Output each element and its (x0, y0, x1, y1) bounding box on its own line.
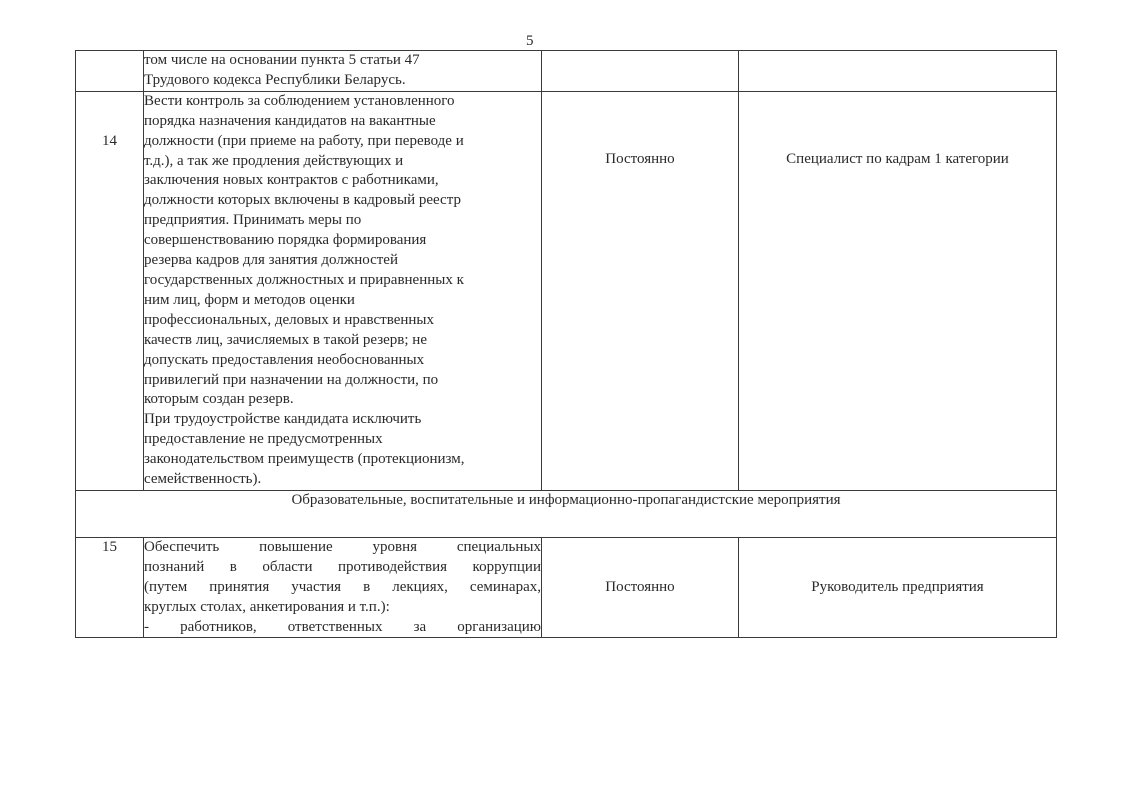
measure-line: порядка назначения кандидатов на вакантные (144, 112, 436, 129)
section-title-cell (76, 490, 1057, 537)
measure-line: Обеспечить повышение уровня специальных (144, 538, 541, 555)
measure-line: качеств лиц, зачисляемых в такой резерв; не (144, 331, 427, 348)
table-row-14 (76, 91, 1057, 490)
measure-line: предоставление не предусмотренных (144, 431, 383, 448)
measure-line: Вести контроль за соблюдением установленного (144, 92, 455, 109)
row-number: 15 (102, 538, 117, 555)
measure-line: профессиональных, деловых и нравственных (144, 311, 435, 328)
term-cell (542, 51, 739, 92)
measure-line: том числе на основании пункта 5 статьи 47 (144, 52, 420, 68)
measure-line: т.д.), а так же продления действующих и (144, 152, 404, 169)
measure-line: должности (при приеме на работу, при переводе и (144, 132, 464, 149)
measure-line: ним лиц, форм и методов оценки (144, 291, 355, 308)
section-title: Образовательные, воспитательные и информационно-пропагандистские мероприятия (291, 491, 841, 508)
row-number-cell (76, 537, 144, 638)
responsible-cell (739, 537, 1057, 638)
measure-cell (144, 537, 542, 638)
responsible-cell (739, 91, 1057, 490)
measure-line: заключения новых контрактов с работниками, (144, 172, 439, 189)
measure-line: круглых столах, анкетирования и т.п.): (144, 598, 390, 615)
row-number-cell (76, 51, 144, 92)
term-text: Постоянно (605, 150, 675, 167)
table-row-section-header (76, 490, 1057, 537)
row-number-cell (76, 91, 144, 490)
measure-line: государственных должностных и приравненных к (144, 271, 464, 288)
row-number: 14 (102, 132, 117, 149)
measure-line: - работников, ответственных за организацию (144, 618, 541, 635)
measure-line: совершенствованию порядка формирования (144, 232, 427, 249)
table-row-continuation (76, 51, 1057, 92)
term-text: Постоянно (605, 578, 675, 595)
measure-line: законодательством преимуществ (протекционизм, (144, 451, 465, 468)
measures-table (75, 50, 1057, 638)
measure-cell (144, 51, 542, 92)
page-number: 5 (526, 33, 534, 49)
term-cell (542, 91, 739, 490)
measure-line: допускать предоставления необоснованных (144, 351, 425, 368)
measure-line: предприятия. Принимать меры по (144, 212, 362, 229)
responsible-text: Специалист по кадрам 1 категории (786, 150, 1009, 167)
measure-cell (144, 91, 542, 490)
responsible-cell (739, 51, 1057, 92)
responsible-text: Руководитель предприятия (811, 578, 984, 595)
measure-line: семейственность). (144, 471, 262, 488)
measure-line: Трудового кодекса Республики Беларусь. (144, 71, 406, 88)
measure-line: которым создан резерв. (144, 391, 294, 408)
measure-line: должности которых включены в кадровый реестр (144, 192, 461, 209)
measure-line: (путем принятия участия в лекциях, семинарах, (144, 578, 541, 595)
measure-line: привилегий при назначении на должности, по (144, 371, 439, 388)
measure-line: При трудоустройстве кандидата исключить (144, 411, 422, 428)
measure-line: познаний в области противодействия коррупции (144, 558, 541, 575)
table-row-15 (76, 537, 1057, 638)
measure-line: резерва кадров для занятия должностей (144, 252, 398, 269)
term-cell (542, 537, 739, 638)
